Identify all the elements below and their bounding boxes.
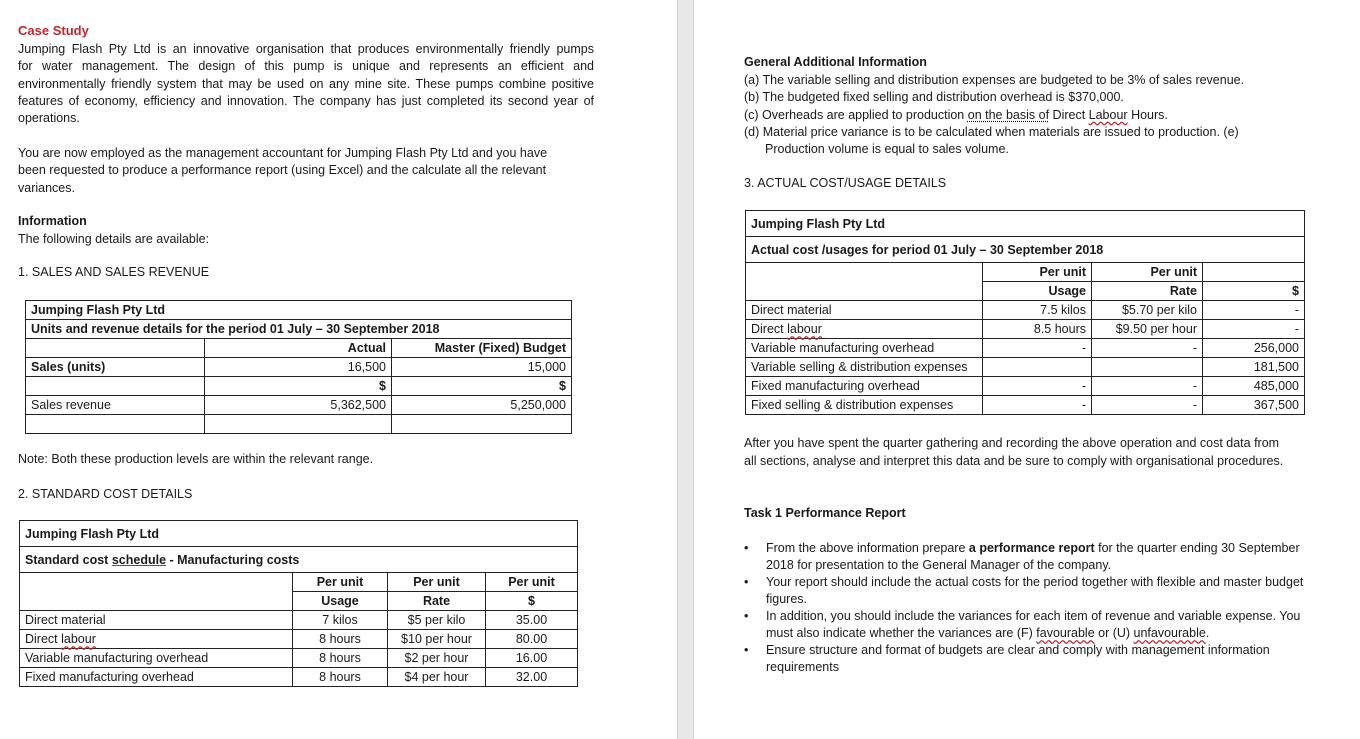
right-page (694, 0, 1360, 739)
actual-row-rate: $9.50 per hour (1092, 320, 1203, 339)
actual-row-label: Direct labour (746, 320, 983, 339)
intro-line: Jumping Flash Pty Ltd is an innovative organisation that produces environmentally friendly pumps (18, 42, 594, 56)
sales-currency-budget: $ (392, 377, 572, 396)
intro-paragraph (18, 41, 594, 127)
actual-table-blank-cell (746, 282, 983, 301)
actual-row-rate: - (1092, 339, 1203, 358)
std-row-rate: $4 per hour (388, 668, 486, 687)
actual-row-rate: - (1092, 396, 1203, 415)
actual-row-amount: 256,000 (1203, 339, 1305, 358)
std-table-subtitle (20, 547, 578, 573)
sales-col-budget: Master (Fixed) Budget (392, 339, 572, 358)
intro-line: for water management. The design of this pump is unique and represents an efficient and (18, 59, 594, 74)
bullet-icon: • (744, 575, 749, 589)
general-item-d-cont: Production volume is equal to sales volume. (765, 142, 1009, 157)
sales-revenue-actual: 5,362,500 (205, 396, 392, 415)
actual-row-amount: 181,500 (1203, 358, 1305, 377)
list-item: • In addition, you should include the variances for each item of revenue and variable expense. You must also indicate whether the variances are (F) favourable or (U) unfavourable. (744, 609, 1301, 640)
std-row-rate: $10 per hour (388, 630, 486, 649)
actual-table-subtitle: Actual cost /usages for period 01 July – 30 September 2018 (746, 237, 1305, 263)
actual-row-rate: - (1092, 377, 1203, 396)
sales-table (25, 300, 572, 434)
sales-currency-actual: $ (205, 377, 392, 396)
actual-row-amount: - (1203, 301, 1305, 320)
actual-table-blank-cell (1203, 263, 1305, 282)
std-row-amount: 32.00 (486, 668, 578, 687)
actual-row-label: Fixed selling & distribution expenses (746, 396, 983, 415)
actual-row-rate (1092, 358, 1203, 377)
list-item: • Ensure structure and format of budgets are clear and comply with management information requirements (744, 643, 1270, 674)
sales-table-company: Jumping Flash Pty Ltd (26, 301, 572, 320)
std-row-usage: 8 hours (293, 668, 388, 687)
sales-col-actual: Actual (205, 339, 392, 358)
std-sub-amount: $ (486, 592, 578, 611)
list-item: • Your report should include the actual costs for the period together with flexible and master budget figures. (744, 575, 1304, 606)
general-item-b: (b) The budgeted fixed selling and distribution overhead is $370,000. (744, 90, 1124, 105)
actual-row-rate: $5.70 per kilo (1092, 301, 1203, 320)
sales-table-subtitle: Units and revenue details for the period 01 July – 30 September 2018 (26, 320, 572, 339)
table-row (20, 668, 578, 687)
left-page (0, 0, 677, 739)
actual-row-usage: - (983, 396, 1092, 415)
sales-table-blank-cell (26, 339, 205, 358)
general-item-a: (a) The variable selling and distribution expenses are budgeted to be 3% of sales revenue. (744, 73, 1245, 87)
table-row (20, 611, 578, 630)
actual-col-rate-head: Per unit (1092, 263, 1203, 282)
std-row-amount: 80.00 (486, 630, 578, 649)
general-info-heading: General Additional Information (744, 55, 927, 69)
sales-table-blank-cell (392, 415, 572, 434)
std-row-usage: 7 kilos (293, 611, 388, 630)
std-table-company: Jumping Flash Pty Ltd (20, 521, 578, 547)
intro-line: features of economy, efficiency and innovation. The company has just completed its second year of (18, 93, 594, 108)
section3-heading: 3. ACTUAL COST/USAGE DETAILS (744, 176, 947, 190)
list-item: • From the above information prepare a performance report for the quarter ending 30 September 2018 for presentation to the General Manager of the company. (744, 541, 1300, 572)
information-text: The following details are available: (18, 232, 210, 246)
sales-units-actual: 16,500 (205, 358, 392, 377)
actual-sub-usage: Usage (983, 282, 1092, 301)
actual-row-usage: - (983, 339, 1092, 358)
actual-table-company: Jumping Flash Pty Ltd (746, 211, 1305, 237)
std-sub-rate: Rate (388, 592, 486, 611)
bullet-icon: • (744, 609, 749, 623)
std-row-rate: $2 per hour (388, 649, 486, 668)
role-line: You are now employed as the management accountant for Jumping Flash Pty Ltd and you have (18, 146, 548, 160)
sales-table-blank-cell (26, 415, 205, 434)
information-heading: Information (18, 214, 87, 228)
table-row (20, 630, 578, 649)
table-row (746, 339, 1305, 358)
std-row-amount: 16.00 (486, 649, 578, 668)
general-item-d: (d) Material price variance is to be calculated when materials are issued to production. (e) (744, 124, 1239, 139)
std-table-blank-cell (20, 592, 293, 611)
sales-units-label: Sales (units) (26, 358, 205, 377)
std-subtitle-part: Standard cost (25, 552, 112, 567)
actual-col-usage-head: Per unit (983, 263, 1092, 282)
sales-revenue-budget: 5,250,000 (392, 396, 572, 415)
actual-row-amount: 367,500 (1203, 396, 1305, 415)
table-row (746, 301, 1305, 320)
sales-revenue-label: Sales revenue (26, 396, 205, 415)
std-subtitle-part: - Manufacturing costs (166, 552, 300, 567)
intro-line: environmentally friendly system that may be used on any mine site. These pumps combine positive (18, 76, 594, 91)
std-row-usage: 8 hours (293, 630, 388, 649)
std-row-amount: 35.00 (486, 611, 578, 630)
general-info-list (744, 72, 1344, 158)
actual-cost-table (745, 210, 1305, 415)
sales-table-blank-cell (205, 415, 392, 434)
actual-row-label: Fixed manufacturing overhead (746, 377, 983, 396)
task-heading: Task 1 Performance Report (744, 506, 906, 520)
standard-cost-table (19, 520, 578, 687)
page-gutter (677, 0, 694, 739)
after-line: After you have spent the quarter gathering and recording the above operation and cost data from (744, 436, 1280, 450)
range-note: Note: Both these production levels are within the relevant range. (18, 452, 374, 466)
actual-table-blank-cell (746, 263, 983, 282)
std-row-label: Fixed manufacturing overhead (20, 668, 293, 687)
actual-sub-rate: Rate (1092, 282, 1203, 301)
section1-heading: 1. SALES AND SALES REVENUE (18, 265, 210, 279)
actual-sub-amount: $ (1203, 282, 1305, 301)
table-row (746, 377, 1305, 396)
case-study-heading: Case Study (18, 23, 89, 38)
general-item-c: (c) Overheads are applied to production on the basis of Direct Labour Hours. (744, 107, 1168, 122)
actual-row-usage: 7.5 kilos (983, 301, 1092, 320)
std-sub-usage: Usage (293, 592, 388, 611)
bullet-icon: • (744, 541, 749, 555)
std-row-rate: $5 per kilo (388, 611, 486, 630)
actual-row-label: Variable manufacturing overhead (746, 339, 983, 358)
table-row (20, 649, 578, 668)
std-col-usage-head: Per unit (293, 573, 388, 592)
sales-table-blank-cell (26, 377, 205, 396)
after-paragraph (744, 434, 1344, 470)
std-table-blank-cell (20, 573, 293, 592)
std-subtitle-schedule: schedule (111, 552, 167, 567)
actual-row-label: Variable selling & distribution expenses (746, 358, 983, 377)
actual-row-usage (983, 358, 1092, 377)
actual-row-usage: - (983, 377, 1092, 396)
section2-heading: 2. STANDARD COST DETAILS (18, 487, 193, 501)
bullet-icon: • (744, 643, 749, 657)
std-col-rate-head: Per unit (388, 573, 486, 592)
std-row-usage: 8 hours (293, 649, 388, 668)
task-bullet-list (744, 540, 1309, 676)
role-paragraph (18, 145, 608, 197)
actual-row-usage: 8.5 hours (983, 320, 1092, 339)
sales-units-budget: 15,000 (392, 358, 572, 377)
intro-line: operations. (18, 111, 80, 126)
std-row-label: Direct labour (20, 630, 293, 649)
std-row-label: Variable manufacturing overhead (20, 649, 293, 668)
std-col-amount-head: Per unit (486, 573, 578, 592)
table-row (746, 358, 1305, 377)
role-line: variances. (18, 180, 75, 195)
role-line: been requested to produce a performance report (using Excel) and the calculate all the relevant (18, 163, 547, 178)
actual-row-amount: 485,000 (1203, 377, 1305, 396)
table-row (746, 320, 1305, 339)
std-row-label: Direct material (20, 611, 293, 630)
table-row (746, 396, 1305, 415)
after-line: all sections, analyse and interpret this data and be sure to comply with organisational procedures. (744, 454, 1284, 468)
actual-row-label: Direct material (746, 301, 983, 320)
actual-row-amount: - (1203, 320, 1305, 339)
